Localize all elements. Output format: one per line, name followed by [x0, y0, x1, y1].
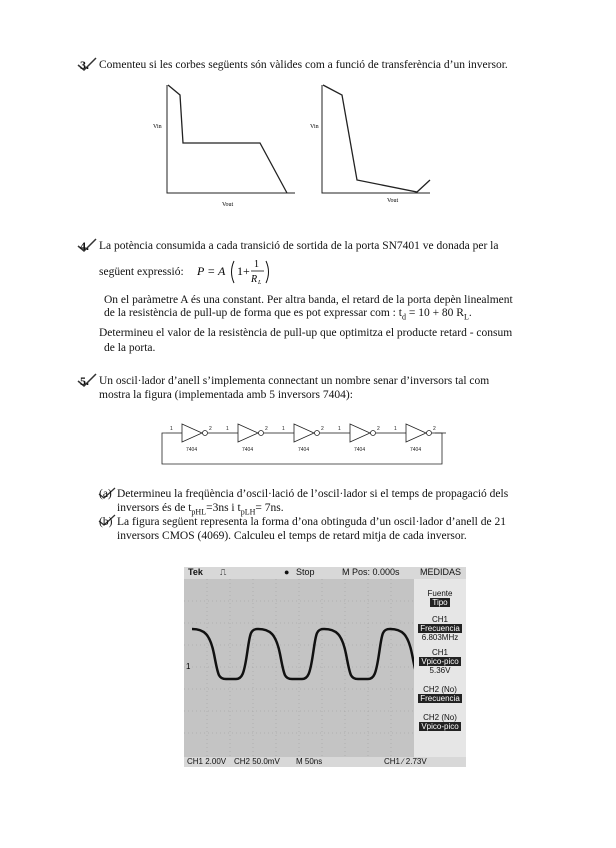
- paragraph-1-line2: de la resistència de pull-up de forma que es pot expressar com : $t_d = 10 + 80$ $R_L$.: [104, 307, 472, 322]
- pin-out-label: 2: [321, 426, 324, 432]
- question-number: 3.: [80, 58, 89, 72]
- gate-part-label: 7404: [186, 447, 198, 453]
- sub-question-b-line1: La figura següent representa la forma d’ona obtinguda d’un oscil·lador d’anell de 21: [117, 516, 506, 528]
- svg-text:L: L: [258, 280, 262, 286]
- scope-ch-marker: 1: [186, 662, 191, 671]
- inverter-bubble: [259, 431, 264, 436]
- question-text-line1: La potència consumida a cada transició de sortida de la porta SN7401 ve donada per la: [99, 240, 499, 252]
- sub-question-b-line2: inversors CMOS (4069). Calculeu el temps de retard mitja de cada inversor.: [117, 530, 467, 542]
- pin-in-label: 1: [170, 426, 173, 432]
- svg-text:R: R: [251, 274, 258, 285]
- inverter-gate: [182, 424, 202, 442]
- pin-out-label: 2: [377, 426, 380, 432]
- question-text-line2: següent expressió:: [99, 266, 184, 278]
- sub-question-a-line2: inversors és de $t_{pHL}=3ns$ i $t_{pLH}= 7ns$.: [117, 502, 284, 517]
- pin-in-label: 1: [282, 426, 285, 432]
- inverter-bubble: [427, 431, 432, 436]
- question-number: 4.: [80, 239, 89, 253]
- inverter-bubble: [371, 431, 376, 436]
- scope-side-menu: Fuente Tipo CH1 Frecuencia 6.803MHz CH1 Vpico-pico 5.36V CH2 (No) Frecuencia CH2 (No) Vpico-pico: [414, 579, 466, 757]
- ring-oscillator-diagram: [160, 413, 450, 473]
- transfer-curve-graph-1: [150, 75, 300, 215]
- scope-position: M Pos: 0.000s: [342, 567, 400, 577]
- scope-run-status: Stop: [296, 567, 315, 577]
- scope-bottom-bar: CH1 2.00V CH2 50.0mV M 50ns CH1 ∕ 2.73V: [184, 757, 466, 767]
- pin-out-label: 2: [433, 426, 436, 432]
- svg-text:1+: 1+: [237, 264, 250, 278]
- oscilloscope-image: [184, 567, 466, 767]
- pin-out-label: 2: [209, 426, 212, 432]
- scope-waveform: [184, 579, 414, 757]
- sub-question-a-line1: Determineu la freqüència d’oscil·lació de l’oscil·lador si el temps de propagació dels: [117, 488, 509, 500]
- inverter-gate: [238, 424, 258, 442]
- question-text-line2: mostra la figura (implementada amb 5 inversors 7404):: [99, 389, 353, 401]
- inverter-bubble: [315, 431, 320, 436]
- power-formula: [194, 255, 274, 289]
- transfer-curve-graph-2: [305, 75, 435, 215]
- graph1-vout-label: Vout: [222, 202, 234, 208]
- svg-text:P = A: P = A: [197, 264, 226, 278]
- graph1-vin-label: Vin: [153, 124, 162, 130]
- graph2-vout-label: Vout: [387, 198, 399, 204]
- gate-part-label: 7404: [298, 447, 310, 453]
- graph2-vin-label: Vin: [310, 124, 319, 130]
- gate-part-label: 7404: [410, 447, 422, 453]
- pin-in-label: 1: [226, 426, 229, 432]
- scope-brand: Tek: [188, 567, 203, 577]
- inverter-gate: [294, 424, 314, 442]
- gate-part-label: 7404: [242, 447, 254, 453]
- question-number: 5.: [80, 374, 89, 388]
- pin-out-label: 2: [265, 426, 268, 432]
- scope-top-bar: Tek ⎍ ● Stop M Pos: 0.000s MEDIDAS: [184, 567, 466, 579]
- inverter-gate: [406, 424, 426, 442]
- inverter-bubble: [203, 431, 208, 436]
- pin-in-label: 1: [338, 426, 341, 432]
- pin-in-label: 1: [394, 426, 397, 432]
- paragraph-2-line1: Determineu el valor de la resistència de pull-up que optimitza el producte retard - consum: [99, 327, 513, 339]
- sub-question-a-label: (a): [99, 488, 112, 500]
- scope-menu: MEDIDAS: [420, 567, 462, 577]
- paragraph-2-line2: de la porta.: [104, 342, 156, 354]
- svg-text:1: 1: [254, 259, 259, 270]
- paragraph-1-line1: On el paràmetre A és una constant. Per altra banda, el retard de la porta depèn linealment: [104, 294, 513, 306]
- sub-question-b-label: (b): [99, 516, 113, 528]
- gate-part-label: 7404: [354, 447, 366, 453]
- question-text: Comenteu si les corbes següents són vàlides com a funció de transferència d’un inversor.: [99, 59, 508, 71]
- question-text-line1: Un oscil·lador d’anell s’implementa connectant un nombre senar d’inversors tal com: [99, 375, 490, 387]
- inverter-gate: [350, 424, 370, 442]
